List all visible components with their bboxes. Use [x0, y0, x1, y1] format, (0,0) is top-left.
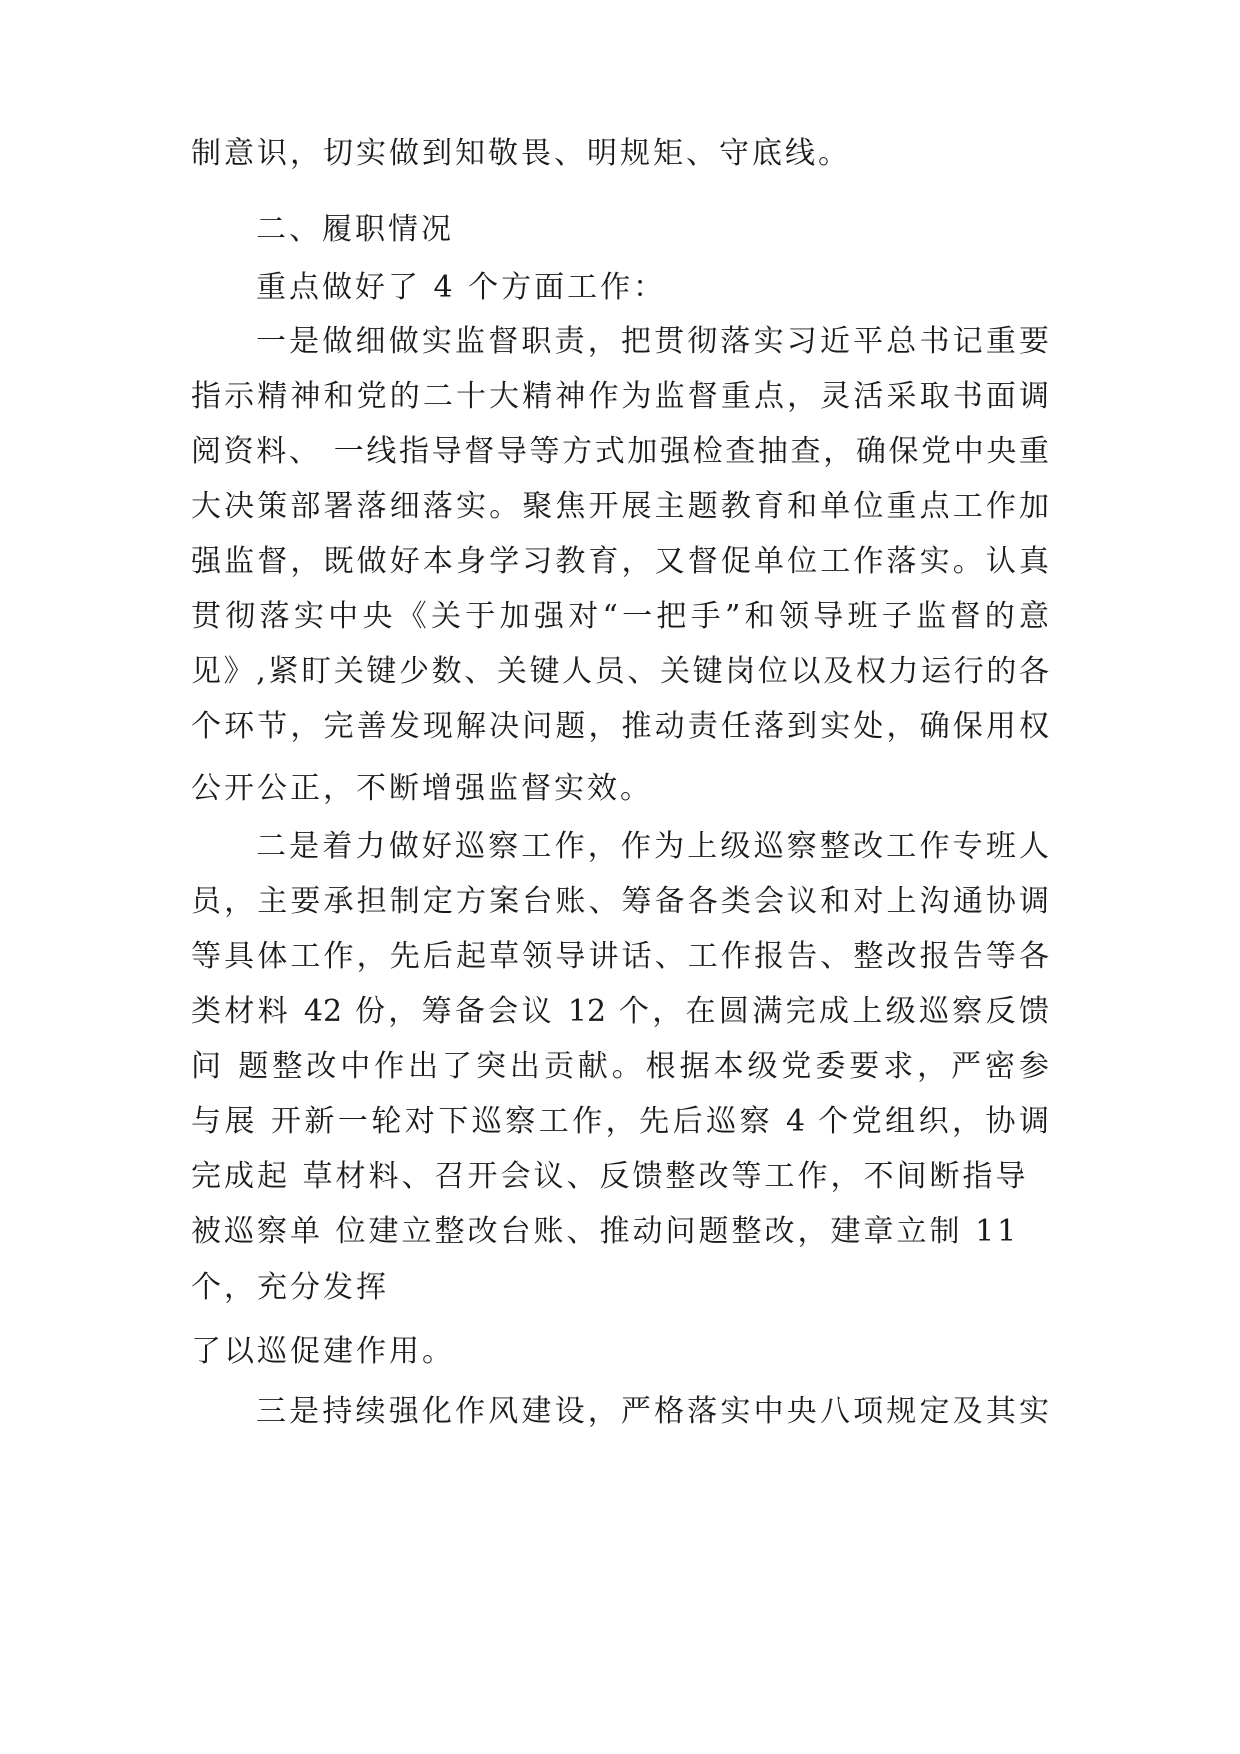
paragraph-line: 了以巡促建作用。 [191, 1334, 455, 1369]
paragraph-line: 公开公正，不断增强监督实效。 [191, 771, 653, 806]
paragraph-line: 被巡察单 位建立整改台账、推动问题整改，建章立制 11 [191, 1214, 1020, 1249]
paragraph-line: 个环节，完善发现解决问题，推动责任落到实处，确保用权 [191, 709, 1049, 744]
paragraph-line: 一是做细做实监督职责，把贯彻落实习近平总书记重要 [256, 324, 1049, 359]
paragraph-line: 见》,紧盯关键少数、关键人员、关键岗位以及权力运行的各 [191, 654, 1049, 689]
paragraph-line: 阅资料、 一线指导督导等方式加强检查抽查，确保党中央重 [191, 434, 1049, 469]
paragraph-line: 个，充分发挥 [191, 1270, 389, 1305]
paragraph-line: 重点做好了 4 个方面工作： [256, 270, 667, 305]
paragraph-line: 二是着力做好巡察工作，作为上级巡察整改工作专班人 [256, 829, 1049, 864]
paragraph-line: 类材料 42 份，筹备会议 12 个，在圆满完成上级巡察反馈 [191, 994, 1049, 1029]
paragraph-line: 问 题整改中作出了突出贡献。根据本级党委要求，严密参 [191, 1049, 1049, 1084]
paragraph-line: 贯彻落实中央《关于加强对“一把手”和领导班子监督的意 [191, 599, 1049, 634]
paragraph-line: 员，主要承担制定方案台账、筹备各类会议和对上沟通协调 [191, 884, 1049, 919]
paragraph-line: 强监督，既做好本身学习教育，又督促单位工作落实。认真 [191, 544, 1049, 579]
paragraph-line: 三是持续强化作风建设，严格落实中央八项规定及其实 [256, 1394, 1049, 1429]
paragraph-line: 指示精神和党的二十大精神作为监督重点，灵活采取书面调 [191, 379, 1049, 414]
paragraph-line: 等具体工作，先后起草领导讲话、工作报告、整改报告等各 [191, 939, 1049, 974]
section-heading: 二、履职情况 [256, 212, 454, 247]
paragraph-line: 制意识，切实做到知敬畏、明规矩、守底线。 [191, 136, 851, 171]
paragraph-line: 完成起 草材料、召开会议、反馈整改等工作，不间断指导 [191, 1159, 1029, 1194]
paragraph-line: 与展 开新一轮对下巡察工作，先后巡察 4 个党组织，协调 [191, 1104, 1049, 1139]
paragraph-line: 大决策部署落细落实。聚焦开展主题教育和单位重点工作加 [191, 489, 1049, 524]
